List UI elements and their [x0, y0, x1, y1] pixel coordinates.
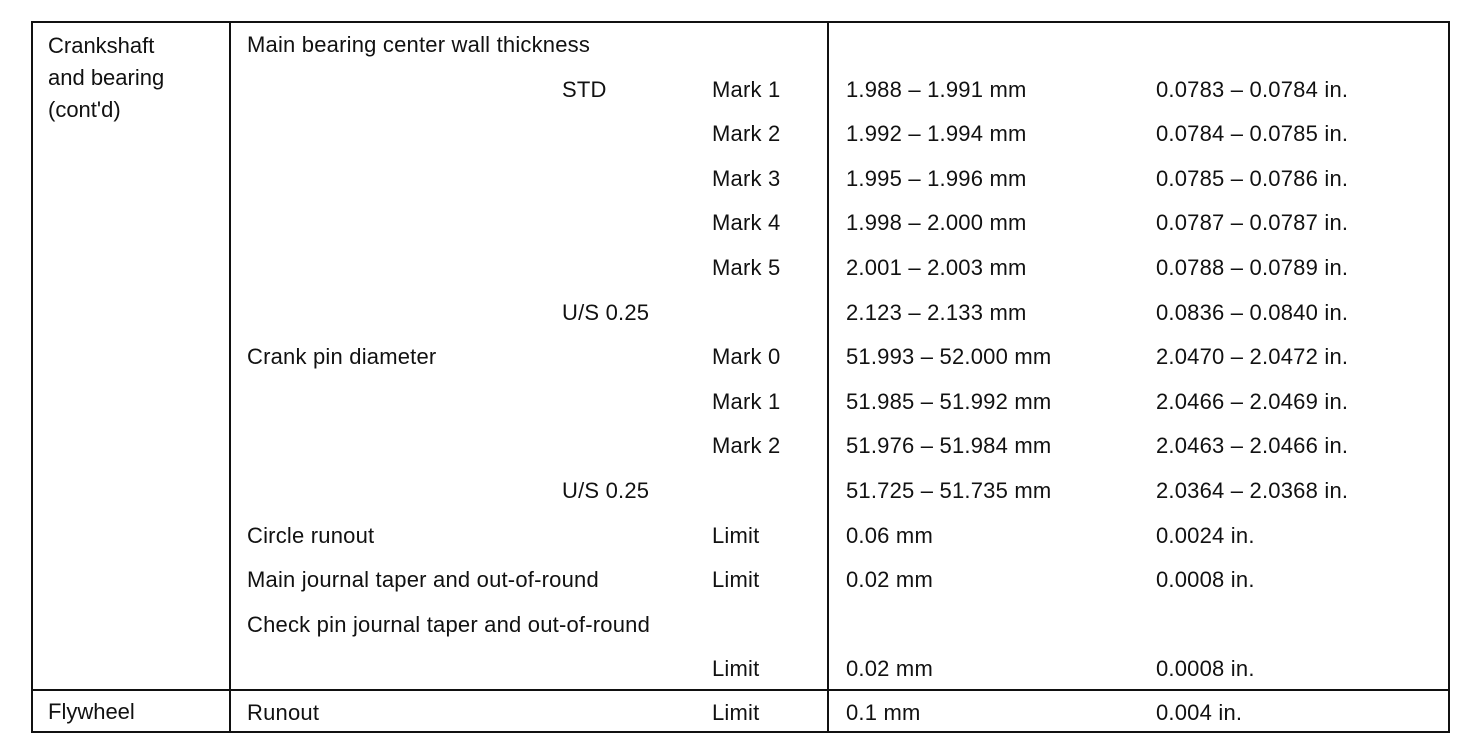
spec-value-mm: 0.02 mm [846, 656, 933, 682]
spec-size: STD [562, 76, 607, 102]
spec-value-inch: 2.0364 – 2.0368 in. [1156, 478, 1349, 503]
section-crankshaft-line-1: Crankshaft [48, 33, 155, 58]
section-flywheel [48, 696, 135, 728]
spec-item: Circle runout [247, 522, 375, 548]
spec-mark: Mark 2 [712, 433, 781, 459]
spec-value-inch: 0.0787 – 0.0787 in. [1156, 210, 1349, 236]
spec-value-mm: 0.1 mm [846, 700, 921, 725]
spec-item: Check pin journal taper and out-of-round [247, 611, 651, 637]
spec-value-mm: 1.988 – 1.991 mm [846, 76, 1027, 102]
spec-value-mm: 2.001 – 2.003 mm [846, 255, 1027, 280]
spec-table [31, 21, 1450, 733]
section-column-divider [229, 23, 231, 731]
spec-value-inch: 0.0785 – 0.0786 in. [1156, 165, 1349, 191]
spec-size: U/S 0.25 [562, 478, 650, 503]
spec-mark: Mark 2 [712, 121, 781, 147]
spec-mark: Mark 5 [712, 255, 781, 280]
spec-value-mm: 1.995 – 1.996 mm [846, 165, 1027, 191]
spec-item: Crank pin diameter [247, 344, 437, 370]
spec-mark: Limit [712, 567, 760, 593]
spec-item: Runout [247, 700, 320, 725]
spec-value-inch: 0.0788 – 0.0789 in. [1156, 255, 1349, 280]
spec-value-inch: 0.0008 in. [1156, 656, 1255, 682]
spec-value-inch: 0.0008 in. [1156, 567, 1255, 593]
value-column-divider [827, 23, 829, 731]
spec-value-mm: 2.123 – 2.133 mm [846, 299, 1027, 325]
spec-value-mm: 51.976 – 51.984 mm [846, 433, 1052, 459]
spec-value-inch: 0.0783 – 0.0784 in. [1156, 76, 1349, 102]
spec-value-inch: 2.0463 – 2.0466 in. [1156, 433, 1349, 459]
section-crankshaft-line-2: and bearing [48, 65, 165, 90]
section-crankshaft [48, 30, 164, 126]
spec-value-mm: 51.993 – 52.000 mm [846, 344, 1052, 370]
spec-item: Main bearing center wall thickness [247, 32, 591, 57]
spec-mark: Mark 4 [712, 210, 781, 236]
spec-item: Main journal taper and out-of-round [247, 567, 599, 593]
spec-value-inch: 0.004 in. [1156, 700, 1243, 725]
section-flywheel-line-1: Flywheel [48, 699, 135, 724]
spec-mark: Limit [712, 700, 760, 725]
spec-value-mm: 1.998 – 2.000 mm [846, 210, 1027, 236]
spec-value-inch: 0.0836 – 0.0840 in. [1156, 299, 1349, 325]
spec-mark: Mark 0 [712, 344, 781, 370]
spec-mark: Mark 1 [712, 76, 781, 102]
spec-value-mm: 1.992 – 1.994 mm [846, 121, 1027, 147]
spec-value-inch: 2.0470 – 2.0472 in. [1156, 344, 1349, 370]
spec-size: U/S 0.25 [562, 299, 650, 325]
spec-value-inch: 0.0024 in. [1156, 522, 1255, 548]
spec-mark: Mark 1 [712, 388, 781, 414]
section-crankshaft-line-3: (cont'd) [48, 97, 121, 122]
spec-mark: Mark 3 [712, 165, 781, 191]
spec-mark: Limit [712, 522, 760, 548]
spec-value-mm: 0.06 mm [846, 522, 933, 548]
spec-mark: Limit [712, 656, 760, 682]
spec-value-inch: 2.0466 – 2.0469 in. [1156, 388, 1349, 414]
spec-value-mm: 51.985 – 51.992 mm [846, 388, 1052, 414]
spec-value-mm: 0.02 mm [846, 567, 933, 593]
spec-value-inch: 0.0784 – 0.0785 in. [1156, 121, 1349, 147]
spec-value-mm: 51.725 – 51.735 mm [846, 478, 1052, 503]
